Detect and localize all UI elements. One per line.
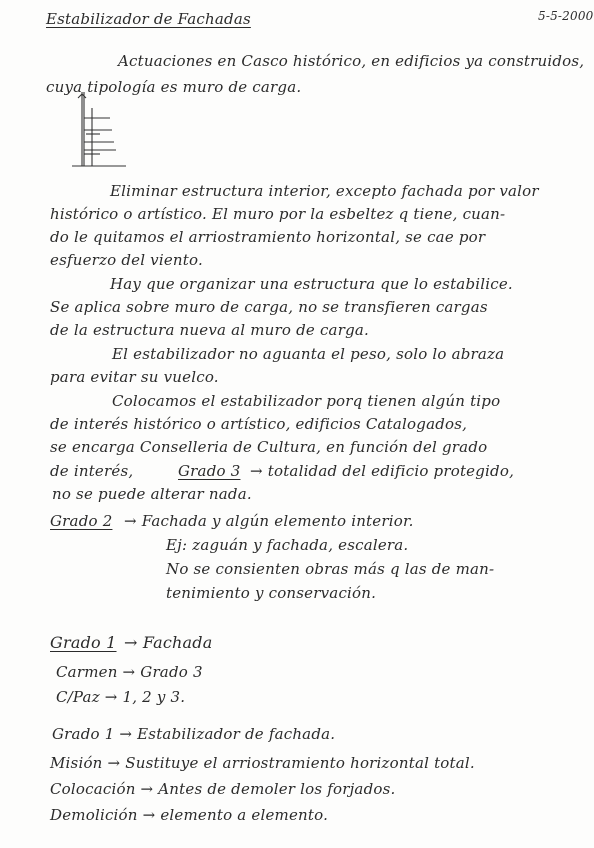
page-title: Estabilizador de Fachadas — [46, 10, 251, 28]
text-line: Actuaciones en Casco histórico, en edificios ya construidos, — [118, 52, 585, 70]
text-line: El estabilizador no aguanta el peso, solo lo abraza — [112, 345, 505, 363]
text-line: para evitar su vuelco. — [50, 368, 219, 386]
text-line: → Fachada y algún elemento interior. — [124, 512, 414, 530]
text-line: no se puede alterar nada. — [52, 485, 252, 503]
text-line: Eliminar estructura interior, excepto fachada por valor — [110, 182, 539, 200]
text-line: Colocamos el estabilizador porq tienen algún tipo — [112, 392, 501, 410]
grade-3-label: Grado 3 — [178, 462, 241, 480]
text-line: Ej: zaguán y fachada, escalera. — [166, 536, 409, 554]
text-line: → totalidad del edificio protegido, — [250, 462, 515, 480]
text-line: → Fachada — [124, 633, 213, 652]
text-line: Demolición → elemento a elemento. — [50, 806, 329, 824]
text-line: de la estructura nueva al muro de carga. — [50, 321, 369, 339]
grade-1-label: Grado 1 — [50, 633, 117, 652]
text-line: Se aplica sobre muro de carga, no se transfieren cargas — [50, 298, 488, 316]
text-line: Carmen → Grado 3 — [56, 663, 203, 681]
text-line: de interés, — [50, 462, 134, 480]
text-line: se encarga Conselleria de Cultura, en función del grado — [50, 438, 488, 456]
text-line: do le quitamos el arriostramiento horizontal, se cae por — [50, 228, 486, 246]
text-line: Misión → Sustituye el arriostramiento horizontal total. — [50, 754, 475, 772]
text-line: C/Paz → 1, 2 y 3. — [56, 688, 186, 706]
text-line: de interés histórico o artístico, edificios Catalogados, — [50, 415, 468, 433]
text-line: No se consienten obras más q las de man- — [166, 560, 495, 578]
text-line: cuya tipología es muro de carga. — [46, 78, 302, 96]
text-line: tenimiento y conservación. — [166, 584, 377, 602]
text-line: Grado 1 → Estabilizador de fachada. — [52, 725, 336, 743]
text-line: Colocación → Antes de demoler los forjados. — [50, 780, 396, 798]
grade-2-label: Grado 2 — [50, 512, 113, 530]
text-line: Hay que organizar una estructura que lo estabilice. — [110, 275, 513, 293]
page-date: 5-5-2000 — [538, 9, 594, 23]
building-sketch-icon — [70, 90, 130, 170]
text-line: histórico o artístico. El muro por la esbeltez q tiene, cuan- — [50, 205, 506, 223]
text-line: esfuerzo del viento. — [50, 251, 203, 269]
